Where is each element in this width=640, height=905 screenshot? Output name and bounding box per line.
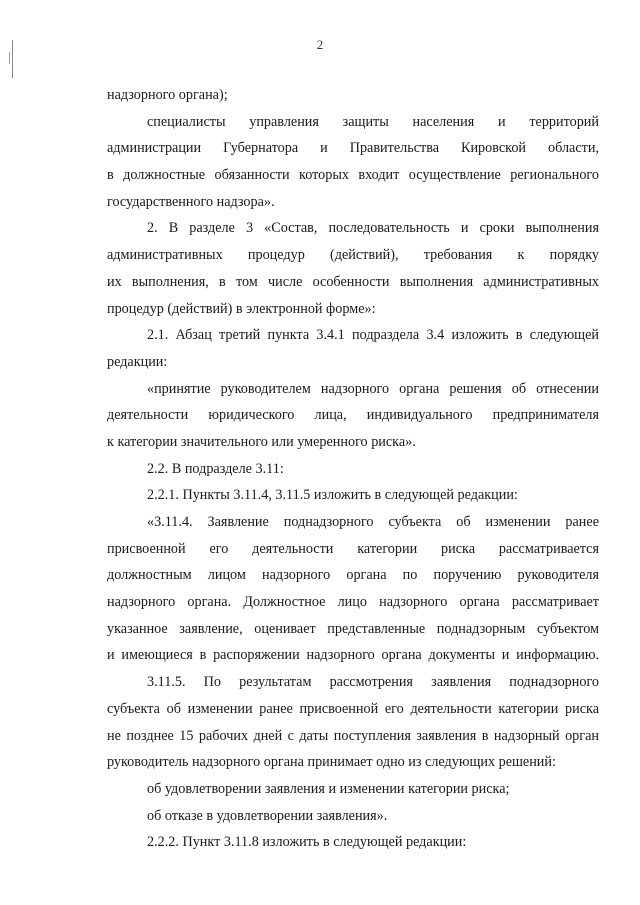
text-line: 3.11.5. По результатам рассмотрения заявления поднадзорного — [147, 674, 599, 691]
text-line: редакции: — [107, 353, 168, 370]
text-line: об удовлетворении заявления и изменении категории риска; — [147, 780, 510, 797]
text-line: 2. В разделе 3 «Состав, последовательность и сроки выполнения — [147, 220, 599, 237]
text-line: их выполнения, в том числе особенности выполнения административных — [107, 273, 599, 290]
text-line: 2.2. В подразделе 3.11: — [147, 460, 284, 477]
page-number: 2 — [316, 37, 324, 52]
text-line: в должностные обязанности которых входит осуществление регионального — [107, 167, 599, 184]
text-line: деятельности юридического лица, индивидуального предпринимателя — [107, 407, 599, 424]
text-line: государственного надзора». — [107, 193, 275, 210]
text-line: «3.11.4. Заявление поднадзорного субъекта об изменении ранее — [147, 514, 599, 530]
text-line: 2.2.1. Пункты 3.11.4, 3.11.5 изложить в следующей редакции: — [147, 487, 518, 504]
text-line: надзорного органа); — [107, 87, 228, 103]
text-line: надзорного органа. Должностное лицо надзорного органа рассматривает — [107, 594, 599, 611]
text-line: указанное заявление, оценивает представленные поднадзорным субъектом — [107, 620, 599, 637]
text-line: субъекта об изменении ранее присвоенной его деятельности категории риска — [107, 700, 599, 717]
scan-edge-mark — [9, 52, 10, 64]
text-line: присвоенной его деятельности категории риска рассматривается — [107, 540, 599, 557]
text-line: «принятие руководителем надзорного органа решения об отнесении — [147, 380, 599, 397]
text-line: к категории значительного или умеренного риска». — [107, 433, 416, 450]
text-line: должностным лицом надзорного органа по поручению руководителя — [107, 567, 599, 584]
text-line: 2.1. Абзац третий пункта 3.4.1 подраздела 3.4 изложить в следующей — [147, 327, 599, 344]
text-line: и имеющиеся в распоряжении надзорного органа документы и информацию. — [107, 647, 599, 664]
text-line: руководитель надзорного органа принимает одно из следующих решений: — [107, 754, 556, 771]
text-line: специалисты управления защиты населения и территорий — [147, 113, 599, 130]
text-line: административных процедур (действий), требования к порядку — [107, 247, 599, 264]
text-line: 2.2.2. Пункт 3.11.8 изложить в следующей редакции: — [147, 834, 467, 851]
text-line: процедур (действий) в электронной форме»: — [107, 300, 376, 317]
text-line: не позднее 15 рабочих дней с даты поступления заявления в надзорный орган — [107, 727, 599, 744]
document-body — [107, 82, 599, 856]
text-line: администрации Губернатора и Правительства Кировской области, — [107, 140, 599, 157]
text-line: об отказе в удовлетворении заявления». — [147, 807, 388, 824]
